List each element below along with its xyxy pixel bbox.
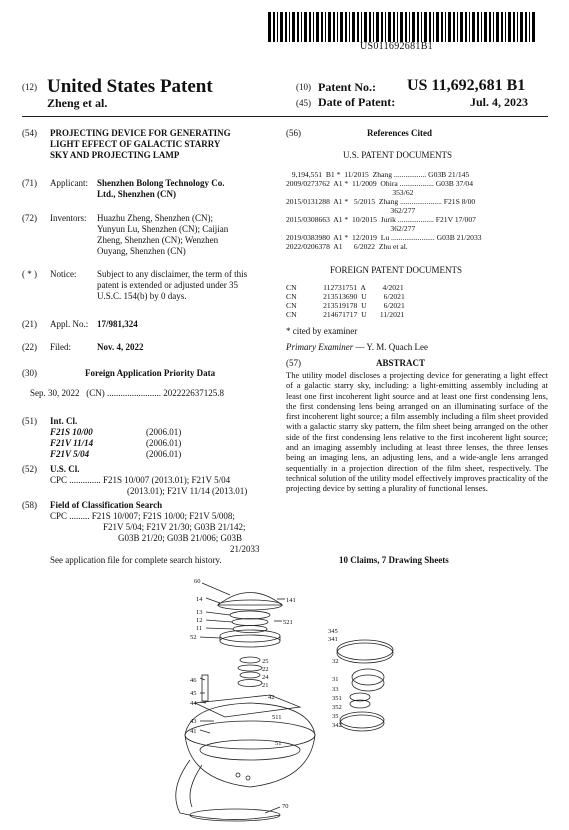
search-note: See application file for complete search history.	[50, 555, 222, 565]
barcode-bar	[397, 12, 398, 42]
barcode-bar	[405, 12, 407, 42]
projector-exploded-view	[150, 575, 440, 825]
barcode-bar	[309, 12, 311, 42]
representative-drawing	[150, 575, 440, 825]
barcode-bar	[388, 12, 391, 42]
title-line: SKY AND PROJECTING LAMP	[50, 150, 180, 160]
barcode-bar	[441, 12, 443, 42]
appl-no: 17/981,324	[97, 319, 138, 329]
svg-text:351: 351	[332, 695, 342, 702]
barcode-bar	[376, 12, 379, 42]
barcode-bar	[409, 12, 410, 42]
filed-date: Nov. 4, 2022	[97, 342, 144, 352]
inventor-line: Zheng, Shenzhen (CN); Wenzhen	[97, 235, 219, 245]
barcode-bar	[433, 12, 434, 42]
barcode-bar	[301, 12, 302, 42]
claims-summary: 10 Claims, 7 Drawing Sheets	[339, 555, 449, 565]
barcode-bar	[357, 12, 359, 42]
code-71: (71)	[22, 178, 37, 188]
barcode-bar	[349, 12, 350, 42]
barcode-bar	[445, 12, 446, 42]
svg-text:51: 51	[275, 740, 282, 747]
barcode-bar	[424, 12, 427, 42]
title-line: PROJECTING DEVICE FOR GENERATING	[50, 128, 231, 138]
search-field-line: CPC ......... F21S 10/007; F21S 10/00; F21V 5/008;	[50, 511, 235, 521]
barcode-bar	[297, 12, 299, 42]
int-cl-version: (2006.01)	[146, 438, 182, 448]
authors: Zheng et al.	[47, 96, 108, 110]
barcode-bar	[457, 12, 458, 42]
barcode-bar	[316, 12, 319, 42]
code-45: (45)	[296, 98, 311, 108]
barcode-bar	[340, 12, 343, 42]
cited-note: * cited by examiner	[286, 326, 358, 336]
svg-text:11: 11	[196, 625, 203, 632]
barcode-bar	[321, 12, 323, 42]
us-doc-row: 362/277	[286, 224, 416, 233]
barcode-bar	[328, 12, 331, 42]
barcode-bar	[292, 12, 295, 42]
barcode-bar	[505, 12, 506, 42]
barcode-bar	[436, 12, 439, 42]
patent-type-title: United States Patent	[47, 76, 213, 97]
barcode-bar	[289, 12, 290, 42]
inventor-line: Ouyang, Shenzhen (CN)	[97, 246, 186, 256]
int-cl-class: F21V 11/14	[50, 438, 94, 448]
barcode-bar	[352, 12, 355, 42]
barcode-bar	[513, 12, 515, 42]
code-56: (56)	[286, 128, 301, 138]
foreign-doc-row: CN 112731751 A 4/2021	[286, 283, 404, 292]
foreign-docs-list	[286, 283, 405, 319]
barcode-bar	[493, 12, 494, 42]
barcode-bar	[393, 12, 395, 42]
int-cl-version: (2006.01)	[146, 427, 182, 437]
date-label: Date of Patent:	[318, 95, 396, 109]
abstract-text: The utility model discloses a projecting device for generating a light effect of a galactic starry sky, including: a light-emitting assembly including at least one first incoherent light source and at least one first condensing lens, the first condensing lens being arranged on an illuminating surface of the first incoherent light source; a film assembly including a film sheet provided with a galactic starry sky pattern, the film sheet being arranged on the other side of the first condensing lens relative to the first incoherent light source; and an imaging assembly including at least three lenses, the three lenses being an imaging lens, an adjusting lens, and a wide-angle lens arranged sequentially in a projection direction of the film sheet, respectively. The technical solution of the utility model effectively improves practicality of the projecting device by setting a plurality of functional lenses.	[286, 370, 548, 494]
barcode-bar	[472, 12, 475, 42]
svg-text:21: 21	[262, 682, 269, 689]
us-doc-row: 2019/0383980 A1 * 12/2019 Lu ....................... G03B 21/2033	[286, 233, 482, 242]
barcode-bar	[460, 12, 463, 42]
svg-text:13: 13	[196, 609, 203, 616]
svg-text:44: 44	[190, 700, 197, 707]
us-cl-line: (2013.01); F21V 11/14 (2013.01)	[127, 486, 248, 496]
code-58: (58)	[22, 500, 37, 510]
barcode-bar	[532, 12, 535, 42]
examiner-label: Primary Examiner	[286, 342, 354, 352]
applicant	[97, 178, 225, 200]
barcode-bar	[361, 12, 362, 42]
barcode-bar	[400, 12, 403, 42]
foreign-doc-row: CN 213519178 U 6/2021	[286, 301, 405, 310]
code-12: (12)	[22, 82, 37, 92]
code-30: (30)	[22, 368, 37, 378]
barcode-number: US011692681B1	[360, 41, 433, 52]
barcode-bar	[385, 12, 386, 42]
barcode-bar	[333, 12, 335, 42]
us-doc-row: 362/277	[286, 206, 416, 215]
barcode-bar	[465, 12, 467, 42]
barcode-bar	[481, 12, 482, 42]
barcode-bar	[501, 12, 503, 42]
svg-text:341: 341	[328, 636, 338, 643]
svg-text:352: 352	[332, 704, 342, 711]
code-54: (54)	[22, 128, 37, 138]
code-52: (52)	[22, 464, 37, 474]
svg-text:511: 511	[272, 714, 282, 721]
barcode-bar	[337, 12, 338, 42]
invention-title	[50, 128, 231, 161]
barcode-bar	[448, 12, 451, 42]
int-cl-version: (2006.01)	[146, 449, 182, 459]
inventors-label: Inventors:	[50, 213, 87, 223]
barcode-bar	[325, 12, 326, 42]
priority-row: Sep. 30, 2022 (CN) ........................ 202222637125.8	[30, 388, 224, 398]
us-doc-row: 353/62	[286, 188, 414, 197]
us-docs-title: U.S. PATENT DOCUMENTS	[343, 150, 453, 160]
int-cl-class: F21V 5/04	[50, 449, 90, 459]
us-doc-row: 2022/0206378 A1 6/2022 Zhu et al.	[286, 242, 408, 251]
barcode-bar	[496, 12, 499, 42]
svg-text:52: 52	[190, 634, 197, 641]
us-cl-line: CPC .............. F21S 10/007 (2013.01); F21V 5/04	[50, 475, 231, 485]
svg-text:345: 345	[328, 628, 338, 635]
notice-line: patent is extended or adjusted under 35	[97, 280, 238, 290]
barcode-bar	[529, 12, 530, 42]
search-field-title: Field of Classification Search	[50, 500, 163, 510]
svg-text:22: 22	[262, 666, 269, 673]
code-10: (10)	[296, 82, 311, 92]
barcode-bar	[469, 12, 470, 42]
barcode-bar	[484, 12, 487, 42]
us-docs-list	[286, 170, 482, 251]
barcode-bar	[285, 12, 287, 42]
code-72: (72)	[22, 213, 37, 223]
svg-text:141: 141	[286, 597, 296, 604]
barcode-bar	[412, 12, 415, 42]
code-21: (21)	[22, 319, 37, 329]
inventor-line: Yunyun Lu, Shenzhen (CN); Caijian	[97, 224, 229, 234]
us-doc-row: 2015/0308663 A1 * 10/2015 Jurik ................... F21V 17/007	[286, 215, 476, 224]
title-line: LIGHT EFFECT OF GALACTIC STARRY	[50, 139, 221, 149]
barcode-bar	[525, 12, 527, 42]
inventor-line: Huazhu Zheng, Shenzhen (CN);	[97, 213, 213, 223]
svg-text:24: 24	[262, 674, 269, 681]
svg-text:43: 43	[190, 718, 197, 725]
svg-text:41: 41	[190, 728, 197, 735]
code-57: (57)	[286, 358, 301, 368]
svg-text:31: 31	[332, 676, 339, 683]
patent-number: US 11,692,681 B1	[407, 77, 526, 94]
barcode-bar	[369, 12, 371, 42]
barcode-bar	[280, 12, 283, 42]
foreign-doc-row: CN 214671717 U 11/2021	[286, 310, 405, 319]
search-field-line: 21/2033	[230, 544, 260, 554]
barcode-bar	[268, 12, 271, 42]
appl-no-label: Appl. No.:	[50, 319, 89, 329]
svg-text:35: 35	[332, 713, 339, 720]
int-cl-title: Int. Cl.	[50, 416, 78, 426]
header-rule	[22, 116, 548, 117]
svg-text:42: 42	[268, 694, 275, 701]
barcode-bar	[421, 12, 422, 42]
barcode-bar	[364, 12, 367, 42]
barcode-bar	[313, 12, 314, 42]
code-51: (51)	[22, 416, 37, 426]
int-cl-class: F21S 10/00	[50, 427, 93, 437]
applicant-line: Ltd., Shenzhen (CN)	[97, 189, 177, 199]
barcode-bar	[508, 12, 511, 42]
svg-text:521: 521	[283, 619, 293, 626]
us-doc-row: 9,194,551 B1 * 11/2015 Zhang ................. G03B 21/145	[286, 170, 470, 179]
barcode-bar	[520, 12, 523, 42]
code-22: (22)	[22, 342, 37, 352]
examiner-name: — Y. M. Quach Lee	[353, 342, 428, 352]
examiner	[286, 342, 428, 353]
foreign-docs-title: FOREIGN PATENT DOCUMENTS	[330, 265, 463, 275]
svg-text:25: 25	[262, 658, 269, 665]
barcode-bar	[304, 12, 307, 42]
svg-text:14: 14	[196, 596, 203, 603]
patent-no-label: Patent No.:	[318, 80, 376, 94]
svg-text:46: 46	[190, 677, 197, 684]
notice-line: Subject to any disclaimer, the term of this	[97, 269, 248, 279]
applicant-label: Applicant:	[50, 178, 88, 188]
notice-label: Notice:	[50, 269, 77, 279]
filed-label: Filed:	[50, 342, 72, 352]
barcode-bar	[381, 12, 383, 42]
search-field-line: F21V 5/04; F21V 21/30; G03B 21/142;	[103, 522, 246, 532]
foreign-doc-row: CN 213513690 U 6/2021	[286, 292, 405, 301]
barcode-bar	[429, 12, 431, 42]
patent-barcode	[268, 12, 538, 42]
search-field-line: G03B 21/20; G03B 21/006; G03B	[118, 533, 243, 543]
svg-text:70: 70	[282, 803, 289, 810]
priority-title: Foreign Application Priority Data	[85, 368, 216, 378]
abstract-title: ABSTRACT	[376, 358, 426, 368]
notice-line: U.S.C. 154(b) by 0 days.	[97, 291, 187, 301]
barcode-bar	[373, 12, 374, 42]
notice-text	[97, 269, 247, 302]
svg-text:45: 45	[190, 690, 197, 697]
us-doc-row: 2015/0131288 A1 * 5/2015 Zhang ...................... F21S 8/00	[286, 197, 476, 206]
us-cl-title: U.S. Cl.	[50, 464, 80, 474]
barcode-bar	[277, 12, 278, 42]
applicant-line: Shenzhen Bolong Technology Co.	[97, 178, 225, 188]
references-title: References Cited	[367, 128, 433, 138]
barcode-bar	[417, 12, 419, 42]
us-doc-row: 2009/0273762 A1 * 11/2009 Ohira .................. G03B 37/04	[286, 179, 474, 188]
code-notice: ( * )	[22, 269, 37, 279]
svg-text:33: 33	[332, 686, 339, 693]
inventors	[97, 213, 228, 257]
barcode-bar	[453, 12, 455, 42]
patent-date: Jul. 4, 2023	[470, 95, 529, 109]
barcode-bar	[345, 12, 347, 42]
svg-text:32: 32	[332, 658, 339, 665]
svg-text:342: 342	[332, 722, 342, 729]
barcode-bar	[517, 12, 518, 42]
svg-text:60: 60	[194, 578, 201, 585]
barcode-bar	[273, 12, 275, 42]
barcode-bar	[477, 12, 479, 42]
barcode-bar	[489, 12, 491, 42]
svg-text:12: 12	[196, 617, 203, 624]
